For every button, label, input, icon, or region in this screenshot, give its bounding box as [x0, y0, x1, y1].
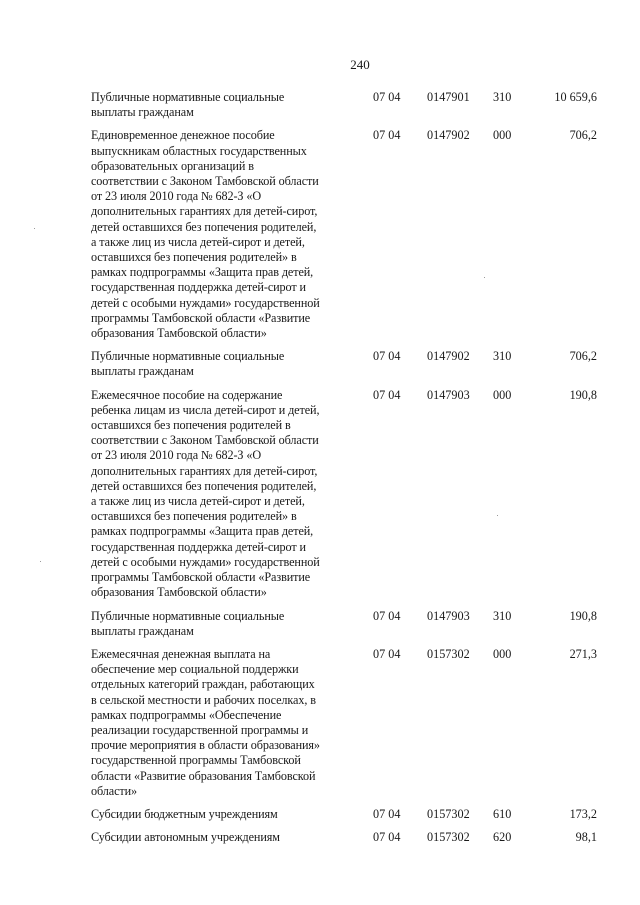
page-number: 240	[350, 57, 370, 72]
scan-speck	[497, 515, 498, 516]
scan-speck	[484, 277, 485, 278]
row-section-code: 07 04	[373, 90, 401, 104]
table-row	[91, 647, 611, 799]
row-expense-type-code: 610	[493, 806, 512, 821]
row-article-code: 0157302	[427, 806, 470, 821]
table-row	[91, 807, 611, 822]
scan-speck	[34, 228, 35, 229]
row-description: Ежемесячная денежная выплата на обеспечение мер социальной поддержки отдельных категорий граждан, работающих в сельской местности и рабочих поселках, в рамках подпрограммы «Обеспечение реализации государственной программы и прочие мероприятия в области образования» государственной программы Тамбовской области «Развитие образования Тамбовской области»	[91, 646, 320, 798]
row-section-code: 07 04	[373, 646, 401, 661]
row-section-code: 07 04	[373, 806, 401, 821]
row-amount: 98,1	[575, 830, 597, 845]
table-row	[91, 830, 611, 845]
row-expense-type-code: 000	[493, 646, 512, 661]
row-section-code: 07 04	[373, 830, 401, 845]
row-description: Единовременное денежное пособие выпускникам областных государственных образовательных организаций в соответствии с Законом Тамбовской области от 23 июля 2010 года № 682-З «О дополнительных гарантиях для детей-сирот, детей оставшихся без попечения родителей, а также лиц из числа детей-сирот и детей, оставшихся без попечения родителей» в рамках подпрограммы «Защита прав детей, государственная поддержка детей-сирот и детей с особыми нуждами» государственной программы Тамбовской области «Развитие образования Тамбовской области»	[91, 128, 320, 341]
row-expense-type-code: 000	[493, 387, 512, 402]
table-row	[91, 90, 611, 120]
row-section-code: 07 04	[373, 608, 401, 623]
row-article-code: 0147902	[427, 128, 470, 143]
row-article-code: 0147903	[427, 608, 470, 623]
row-amount: 190,8	[569, 608, 597, 623]
row-article-code: 0157302	[427, 830, 470, 845]
table-row	[91, 349, 611, 379]
row-article-code: 0147903	[427, 387, 470, 402]
row-description: Публичные нормативные социальные выплаты гражданам	[91, 608, 285, 638]
budget-table	[91, 90, 611, 853]
row-description: Публичные нормативные социальные выплаты гражданам	[91, 349, 285, 379]
row-description: Ежемесячное пособие на содержание ребенка лицам из числа детей-сирот и детей, оставшихся без попечения родителей в соответствии с Законом Тамбовской области от 23 июля 2010 года № 682-З «О дополнительных гарантиях для детей-сирот, детей оставшихся без попечения родителей, а также лиц из числа детей-сирот и детей, оставшихся без попечения родителей» в рамках подпрограммы «Защита прав детей, государственная поддержка детей-сирот и детей с особыми нуждами» государственной программы Тамбовской области «Развитие образования Тамбовской области»	[91, 387, 320, 600]
row-expense-type-code: 620	[493, 830, 512, 845]
table-row	[91, 609, 611, 639]
row-expense-type-code: 000	[493, 128, 512, 143]
row-amount: 190,8	[569, 387, 597, 402]
scan-speck	[40, 561, 41, 562]
row-description: Публичные нормативные социальные выплаты гражданам	[91, 90, 285, 120]
table-row	[91, 128, 611, 341]
table-row	[91, 388, 611, 601]
row-article-code: 0157302	[427, 646, 470, 661]
row-description: Субсидии автономным учреждениям	[91, 830, 280, 845]
row-amount: 706,2	[569, 128, 597, 143]
row-article-code: 0147902	[427, 349, 470, 364]
row-description: Субсидии бюджетным учреждениям	[91, 806, 278, 821]
row-section-code: 07 04	[373, 128, 401, 143]
row-expense-type-code: 310	[493, 349, 512, 364]
row-amount: 10 659,6	[554, 90, 597, 104]
row-section-code: 07 04	[373, 349, 401, 364]
row-expense-type-code: 310	[493, 90, 512, 104]
row-amount: 271,3	[569, 646, 597, 661]
row-amount: 173,2	[569, 806, 597, 821]
row-section-code: 07 04	[373, 387, 401, 402]
row-amount: 706,2	[569, 349, 597, 364]
row-expense-type-code: 310	[493, 608, 512, 623]
row-article-code: 0147901	[427, 90, 470, 104]
